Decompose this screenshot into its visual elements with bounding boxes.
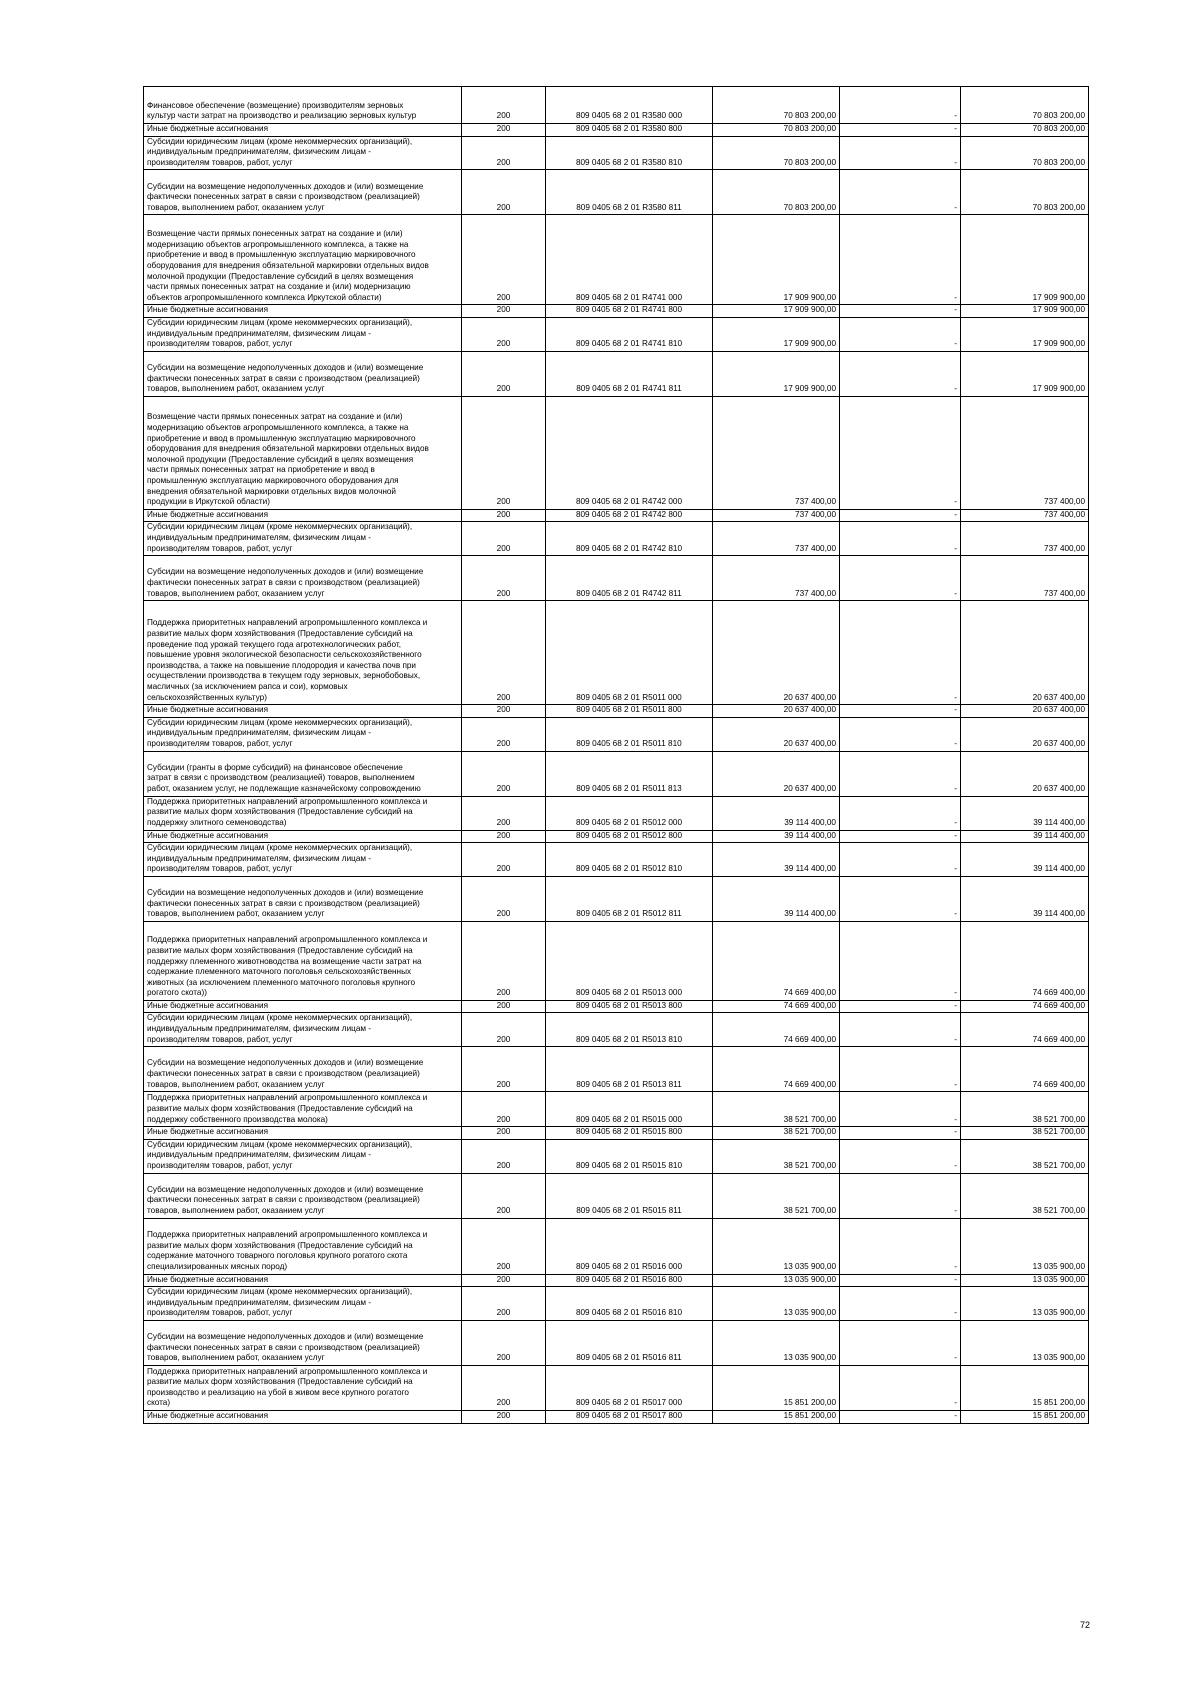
row-name: Субсидии юридическим лицам (кроме некоммерческих организаций), индивидуальным предпринимателям, физическим лицам - производителям товаров, работ, услуг [144,136,462,170]
row-name: Возмещение части прямых понесенных затрат на создание и (или) модернизацию объектов агропромышленного комплекса, а также на приобретение и ввод в промышленную эксплуатацию маркировочного оборудования для внедрения обязательной маркировки отдельных видов молочной продукции (Предоставление субсидий в целях возмещения части прямых понесенных затрат на создание и (или) модернизацию объектов агропромышленного комплекса Иркутской области) [144,215,462,305]
row-executed-amount: - [840,1139,961,1173]
row-executed-amount: - [840,705,961,718]
row-unexecuted-amount: 737 400,00 [961,396,1089,509]
table-row [144,1411,1089,1424]
row-executed-amount: - [840,556,961,601]
row-executed-amount: - [840,1173,961,1218]
row-approved-amount: 38 521 700,00 [713,1139,840,1173]
row-name: Субсидии на возмещение недополученных доходов и (или) возмещение фактически понесенных затрат в связи с производством (реализацией) товаров, выполнением работ, оказанием услуг [144,170,462,215]
row-line-code: 200 [462,317,546,351]
row-classification-code: 809 0405 68 2 01 R3580 810 [546,136,713,170]
row-name: Иные бюджетные ассигнования [144,705,462,718]
row-approved-amount: 13 035 900,00 [713,1274,840,1287]
row-line-code: 200 [462,1013,546,1047]
row-classification-code: 809 0405 68 2 01 R5011 800 [546,705,713,718]
table-row [144,396,1089,509]
row-name: Иные бюджетные ассигнования [144,1274,462,1287]
table-body [144,87,1089,1424]
table-row [144,522,1089,556]
table-row [144,830,1089,843]
row-executed-amount: - [840,796,961,830]
row-executed-amount: - [840,1013,961,1047]
row-approved-amount: 39 114 400,00 [713,796,840,830]
row-classification-code: 809 0405 68 2 01 R5016 811 [546,1321,713,1366]
row-line-code: 200 [462,170,546,215]
row-unexecuted-amount: 20 637 400,00 [961,705,1089,718]
row-classification-code: 809 0405 68 2 01 R5011 000 [546,601,713,705]
row-name: Иные бюджетные ассигнования [144,124,462,137]
row-approved-amount: 70 803 200,00 [713,87,840,124]
row-executed-amount: - [840,1411,961,1424]
row-name: Субсидии на возмещение недополученных доходов и (или) возмещение фактически понесенных затрат в связи с производством (реализацией) товаров, выполнением работ, оказанием услуг [144,1047,462,1092]
row-classification-code: 809 0405 68 2 01 R4741 811 [546,351,713,396]
row-executed-amount: - [840,396,961,509]
row-classification-code: 809 0405 68 2 01 R5017 800 [546,1411,713,1424]
row-line-code: 200 [462,124,546,137]
row-approved-amount: 74 669 400,00 [713,1047,840,1092]
row-executed-amount: - [840,124,961,137]
row-name: Субсидии юридическим лицам (кроме некоммерческих организаций), индивидуальным предпринимателям, физическим лицам - производителям товаров, работ, услуг [144,317,462,351]
row-unexecuted-amount: 74 669 400,00 [961,1047,1089,1092]
row-name: Иные бюджетные ассигнования [144,830,462,843]
row-unexecuted-amount: 17 909 900,00 [961,305,1089,318]
table-row [144,1013,1089,1047]
row-unexecuted-amount: 38 521 700,00 [961,1127,1089,1140]
table-row [144,1127,1089,1140]
row-classification-code: 809 0405 68 2 01 R3580 000 [546,87,713,124]
row-classification-code: 809 0405 68 2 01 R3580 811 [546,170,713,215]
row-executed-amount: - [840,1000,961,1013]
row-unexecuted-amount: 70 803 200,00 [961,136,1089,170]
row-classification-code: 809 0405 68 2 01 R5011 813 [546,751,713,796]
row-line-code: 200 [462,1287,546,1321]
row-classification-code: 809 0405 68 2 01 R3580 800 [546,124,713,137]
row-line-code: 200 [462,509,546,522]
row-executed-amount: - [840,522,961,556]
row-classification-code: 809 0405 68 2 01 R5015 810 [546,1139,713,1173]
row-name: Иные бюджетные ассигнования [144,1000,462,1013]
table-row [144,1000,1089,1013]
row-name: Субсидии юридическим лицам (кроме некоммерческих организаций), индивидуальным предпринимателям, физическим лицам - производителям товаров, работ, услуг [144,1287,462,1321]
row-name: Поддержка приоритетных направлений агропромышленного комплекса и развитие малых форм хозяйствования (Предоставление субсидий на содержание маточного товарного поголовья крупного рогатого скота специализированных мясных пород) [144,1218,462,1274]
row-line-code: 200 [462,705,546,718]
table-row [144,1173,1089,1218]
row-name: Субсидии на возмещение недополученных доходов и (или) возмещение фактически понесенных затрат в связи с производством (реализацией) товаров, выполнением работ, оказанием услуг [144,1173,462,1218]
row-executed-amount: - [840,215,961,305]
row-line-code: 200 [462,1411,546,1424]
row-unexecuted-amount: 74 669 400,00 [961,1013,1089,1047]
row-executed-amount: - [840,87,961,124]
row-classification-code: 809 0405 68 2 01 R5012 810 [546,843,713,877]
row-line-code: 200 [462,215,546,305]
row-approved-amount: 20 637 400,00 [713,751,840,796]
row-unexecuted-amount: 38 521 700,00 [961,1139,1089,1173]
row-name: Субсидии юридическим лицам (кроме некоммерческих организаций), индивидуальным предпринимателям, физическим лицам - производителям товаров, работ, услуг [144,843,462,877]
row-executed-amount: - [840,351,961,396]
row-classification-code: 809 0405 68 2 01 R5012 811 [546,876,713,921]
row-classification-code: 809 0405 68 2 01 R5015 811 [546,1173,713,1218]
row-classification-code: 809 0405 68 2 01 R4742 000 [546,396,713,509]
row-executed-amount: - [840,1366,961,1411]
row-executed-amount: - [840,1127,961,1140]
row-approved-amount: 17 909 900,00 [713,351,840,396]
row-classification-code: 809 0405 68 2 01 R4742 811 [546,556,713,601]
table-row [144,1047,1089,1092]
row-classification-code: 809 0405 68 2 01 R5015 000 [546,1092,713,1127]
row-name: Иные бюджетные ассигнования [144,509,462,522]
row-approved-amount: 13 035 900,00 [713,1321,840,1366]
row-unexecuted-amount: 13 035 900,00 [961,1321,1089,1366]
row-name: Возмещение части прямых понесенных затрат на создание и (или) модернизацию объектов агропромышленного комплекса, а также на приобретение и ввод в промышленную эксплуатацию маркировочного оборудования для внедрения обязательной маркировки отдельных видов молочной продукции (Предоставление субсидий в целях возмещения части прямых понесенных затрат на приобретение и ввод в промышленную эксплуатацию маркировочного оборудования для внедрения обязательной маркировки отдельных видов молочной продукции в Иркутской области) [144,396,462,509]
row-name: Субсидии (гранты в форме субсидий) на финансовое обеспечение затрат в связи с производством (реализацией) товаров, выполнением работ, оказанием услуг, не подлежащие казначейскому сопровождению [144,751,462,796]
row-executed-amount: - [840,1092,961,1127]
row-approved-amount: 70 803 200,00 [713,124,840,137]
row-unexecuted-amount: 39 114 400,00 [961,843,1089,877]
row-classification-code: 809 0405 68 2 01 R5013 800 [546,1000,713,1013]
row-unexecuted-amount: 17 909 900,00 [961,215,1089,305]
row-line-code: 200 [462,717,546,751]
row-classification-code: 809 0405 68 2 01 R5013 000 [546,921,713,1000]
row-line-code: 200 [462,136,546,170]
row-name: Субсидии на возмещение недополученных доходов и (или) возмещение фактически понесенных затрат в связи с производством (реализацией) товаров, выполнением работ, оказанием услуг [144,1321,462,1366]
row-approved-amount: 38 521 700,00 [713,1092,840,1127]
row-line-code: 200 [462,1127,546,1140]
row-unexecuted-amount: 74 669 400,00 [961,1000,1089,1013]
row-approved-amount: 737 400,00 [713,509,840,522]
row-approved-amount: 737 400,00 [713,556,840,601]
row-name: Субсидии на возмещение недополученных доходов и (или) возмещение фактически понесенных затрат в связи с производством (реализацией) товаров, выполнением работ, оказанием услуг [144,556,462,601]
row-line-code: 200 [462,1139,546,1173]
table-row [144,876,1089,921]
row-classification-code: 809 0405 68 2 01 R5013 811 [546,1047,713,1092]
row-line-code: 200 [462,1173,546,1218]
row-line-code: 200 [462,396,546,509]
row-classification-code: 809 0405 68 2 01 R5017 000 [546,1366,713,1411]
row-unexecuted-amount: 38 521 700,00 [961,1173,1089,1218]
row-line-code: 200 [462,843,546,877]
table-row [144,556,1089,601]
row-approved-amount: 39 114 400,00 [713,876,840,921]
row-classification-code: 809 0405 68 2 01 R4742 800 [546,509,713,522]
row-approved-amount: 20 637 400,00 [713,717,840,751]
row-unexecuted-amount: 737 400,00 [961,522,1089,556]
row-line-code: 200 [462,305,546,318]
row-line-code: 200 [462,876,546,921]
row-approved-amount: 74 669 400,00 [713,921,840,1000]
row-approved-amount: 15 851 200,00 [713,1366,840,1411]
budget-execution-table [143,86,1089,1424]
row-classification-code: 809 0405 68 2 01 R5013 810 [546,1013,713,1047]
table-row [144,843,1089,877]
row-unexecuted-amount: 17 909 900,00 [961,317,1089,351]
row-approved-amount: 737 400,00 [713,396,840,509]
table-row [144,170,1089,215]
table-row [144,705,1089,718]
row-line-code: 200 [462,1092,546,1127]
row-name: Поддержка приоритетных направлений агропромышленного комплекса и развитие малых форм хозяйствования (Предоставление субсидий на поддержку элитного семеноводства) [144,796,462,830]
row-name: Иные бюджетные ассигнования [144,1127,462,1140]
row-line-code: 200 [462,1321,546,1366]
row-line-code: 200 [462,351,546,396]
row-unexecuted-amount: 737 400,00 [961,556,1089,601]
row-line-code: 200 [462,921,546,1000]
row-classification-code: 809 0405 68 2 01 R4741 810 [546,317,713,351]
row-unexecuted-amount: 15 851 200,00 [961,1366,1089,1411]
row-executed-amount: - [840,601,961,705]
table-row [144,351,1089,396]
row-name: Иные бюджетные ассигнования [144,1411,462,1424]
row-name: Поддержка приоритетных направлений агропромышленного комплекса и развитие малых форм хозяйствования (Предоставление субсидий на поддержку собственного производства молока) [144,1092,462,1127]
row-approved-amount: 38 521 700,00 [713,1127,840,1140]
row-unexecuted-amount: 17 909 900,00 [961,351,1089,396]
row-executed-amount: - [840,1321,961,1366]
row-classification-code: 809 0405 68 2 01 R5012 000 [546,796,713,830]
row-unexecuted-amount: 13 035 900,00 [961,1274,1089,1287]
row-approved-amount: 70 803 200,00 [713,136,840,170]
row-line-code: 200 [462,1000,546,1013]
row-name: Субсидии юридическим лицам (кроме некоммерческих организаций), индивидуальным предпринимателям, физическим лицам - производителям товаров, работ, услуг [144,717,462,751]
row-classification-code: 809 0405 68 2 01 R4741 000 [546,215,713,305]
table-row [144,921,1089,1000]
row-line-code: 200 [462,830,546,843]
row-approved-amount: 13 035 900,00 [713,1218,840,1274]
row-classification-code: 809 0405 68 2 01 R5011 810 [546,717,713,751]
row-approved-amount: 39 114 400,00 [713,830,840,843]
row-classification-code: 809 0405 68 2 01 R5016 810 [546,1287,713,1321]
row-executed-amount: - [840,830,961,843]
row-classification-code: 809 0405 68 2 01 R4741 800 [546,305,713,318]
row-approved-amount: 15 851 200,00 [713,1411,840,1424]
table-row [144,124,1089,137]
row-executed-amount: - [840,136,961,170]
row-name: Субсидии юридическим лицам (кроме некоммерческих организаций), индивидуальным предпринимателям, физическим лицам - производителям товаров, работ, услуг [144,522,462,556]
row-name: Субсидии юридическим лицам (кроме некоммерческих организаций), индивидуальным предпринимателям, физическим лицам - производителям товаров, работ, услуг [144,1013,462,1047]
row-line-code: 200 [462,1366,546,1411]
table-row [144,136,1089,170]
row-approved-amount: 74 669 400,00 [713,1013,840,1047]
row-name: Поддержка приоритетных направлений агропромышленного комплекса и развитие малых форм хозяйствования (Предоставление субсидий на производство и реализацию на убой в живом весе крупного рогатого скота) [144,1366,462,1411]
row-unexecuted-amount: 13 035 900,00 [961,1218,1089,1274]
row-approved-amount: 39 114 400,00 [713,843,840,877]
table-row [144,1274,1089,1287]
table-row [144,601,1089,705]
row-unexecuted-amount: 74 669 400,00 [961,921,1089,1000]
row-approved-amount: 20 637 400,00 [713,705,840,718]
row-line-code: 200 [462,796,546,830]
page-number: 72 [1079,1620,1090,1630]
row-approved-amount: 74 669 400,00 [713,1000,840,1013]
row-unexecuted-amount: 20 637 400,00 [961,601,1089,705]
row-approved-amount: 17 909 900,00 [713,305,840,318]
row-executed-amount: - [840,509,961,522]
row-executed-amount: - [840,1047,961,1092]
row-line-code: 200 [462,751,546,796]
row-unexecuted-amount: 70 803 200,00 [961,124,1089,137]
row-unexecuted-amount: 13 035 900,00 [961,1287,1089,1321]
table-row [144,1321,1089,1366]
row-executed-amount: - [840,1287,961,1321]
table-row [144,317,1089,351]
row-line-code: 200 [462,522,546,556]
row-executed-amount: - [840,170,961,215]
row-unexecuted-amount: 38 521 700,00 [961,1092,1089,1127]
row-classification-code: 809 0405 68 2 01 R5015 800 [546,1127,713,1140]
row-classification-code: 809 0405 68 2 01 R5012 800 [546,830,713,843]
table-row [144,305,1089,318]
table-row [144,751,1089,796]
row-approved-amount: 20 637 400,00 [713,601,840,705]
row-line-code: 200 [462,1274,546,1287]
row-name: Финансовое обеспечение (возмещение) производителям зерновых культур части затрат на производство и реализацию зерновых культур [144,87,462,124]
row-approved-amount: 17 909 900,00 [713,317,840,351]
row-name: Поддержка приоритетных направлений агропромышленного комплекса и развитие малых форм хозяйствования (Предоставление субсидий на поддержку племенного животноводства на возмещение части затрат на содержание племенного маточного поголовья сельскохозяйственных животных (за исключением племенного маточного поголовья крупного рогатого скота)) [144,921,462,1000]
table-row [144,87,1089,124]
row-executed-amount: - [840,305,961,318]
table-row [144,796,1089,830]
row-unexecuted-amount: 15 851 200,00 [961,1411,1089,1424]
row-executed-amount: - [840,751,961,796]
row-executed-amount: - [840,921,961,1000]
row-unexecuted-amount: 39 114 400,00 [961,876,1089,921]
row-executed-amount: - [840,1274,961,1287]
row-approved-amount: 70 803 200,00 [713,170,840,215]
table-row [144,1139,1089,1173]
row-unexecuted-amount: 737 400,00 [961,509,1089,522]
table-row [144,1218,1089,1274]
row-unexecuted-amount: 70 803 200,00 [961,87,1089,124]
row-approved-amount: 13 035 900,00 [713,1287,840,1321]
row-executed-amount: - [840,1218,961,1274]
row-name: Субсидии на возмещение недополученных доходов и (или) возмещение фактически понесенных затрат в связи с производством (реализацией) товаров, выполнением работ, оказанием услуг [144,876,462,921]
row-classification-code: 809 0405 68 2 01 R4742 810 [546,522,713,556]
table-row [144,215,1089,305]
row-approved-amount: 38 521 700,00 [713,1173,840,1218]
row-approved-amount: 737 400,00 [713,522,840,556]
row-classification-code: 809 0405 68 2 01 R5016 000 [546,1218,713,1274]
row-unexecuted-amount: 39 114 400,00 [961,830,1089,843]
row-line-code: 200 [462,1047,546,1092]
row-executed-amount: - [840,717,961,751]
row-line-code: 200 [462,87,546,124]
row-name: Субсидии юридическим лицам (кроме некоммерческих организаций), индивидуальным предпринимателям, физическим лицам - производителям товаров, работ, услуг [144,1139,462,1173]
row-name: Иные бюджетные ассигнования [144,305,462,318]
row-line-code: 200 [462,556,546,601]
row-unexecuted-amount: 39 114 400,00 [961,796,1089,830]
table-row [144,1366,1089,1411]
row-unexecuted-amount: 20 637 400,00 [961,717,1089,751]
row-name: Субсидии на возмещение недополученных доходов и (или) возмещение фактически понесенных затрат в связи с производством (реализацией) товаров, выполнением работ, оказанием услуг [144,351,462,396]
table-row [144,1092,1089,1127]
row-executed-amount: - [840,843,961,877]
row-executed-amount: - [840,317,961,351]
table-row [144,509,1089,522]
row-approved-amount: 17 909 900,00 [713,215,840,305]
row-classification-code: 809 0405 68 2 01 R5016 800 [546,1274,713,1287]
row-line-code: 200 [462,1218,546,1274]
row-executed-amount: - [840,876,961,921]
table-row [144,717,1089,751]
table-row [144,1287,1089,1321]
row-line-code: 200 [462,601,546,705]
row-unexecuted-amount: 70 803 200,00 [961,170,1089,215]
row-unexecuted-amount: 20 637 400,00 [961,751,1089,796]
row-name: Поддержка приоритетных направлений агропромышленного комплекса и развитие малых форм хозяйствования (Предоставление субсидий на проведение под урожай текущего года агротехнологических работ, повышение уровня экологической безопасности сельскохозяйственного производства, а также на повышение плодородия и качества почв при осуществлении производства в текущем году зерновых, зернобобовых, масличных (за исключением рапса и сои), кормовых сельскохозяйственных культур) [144,601,462,705]
